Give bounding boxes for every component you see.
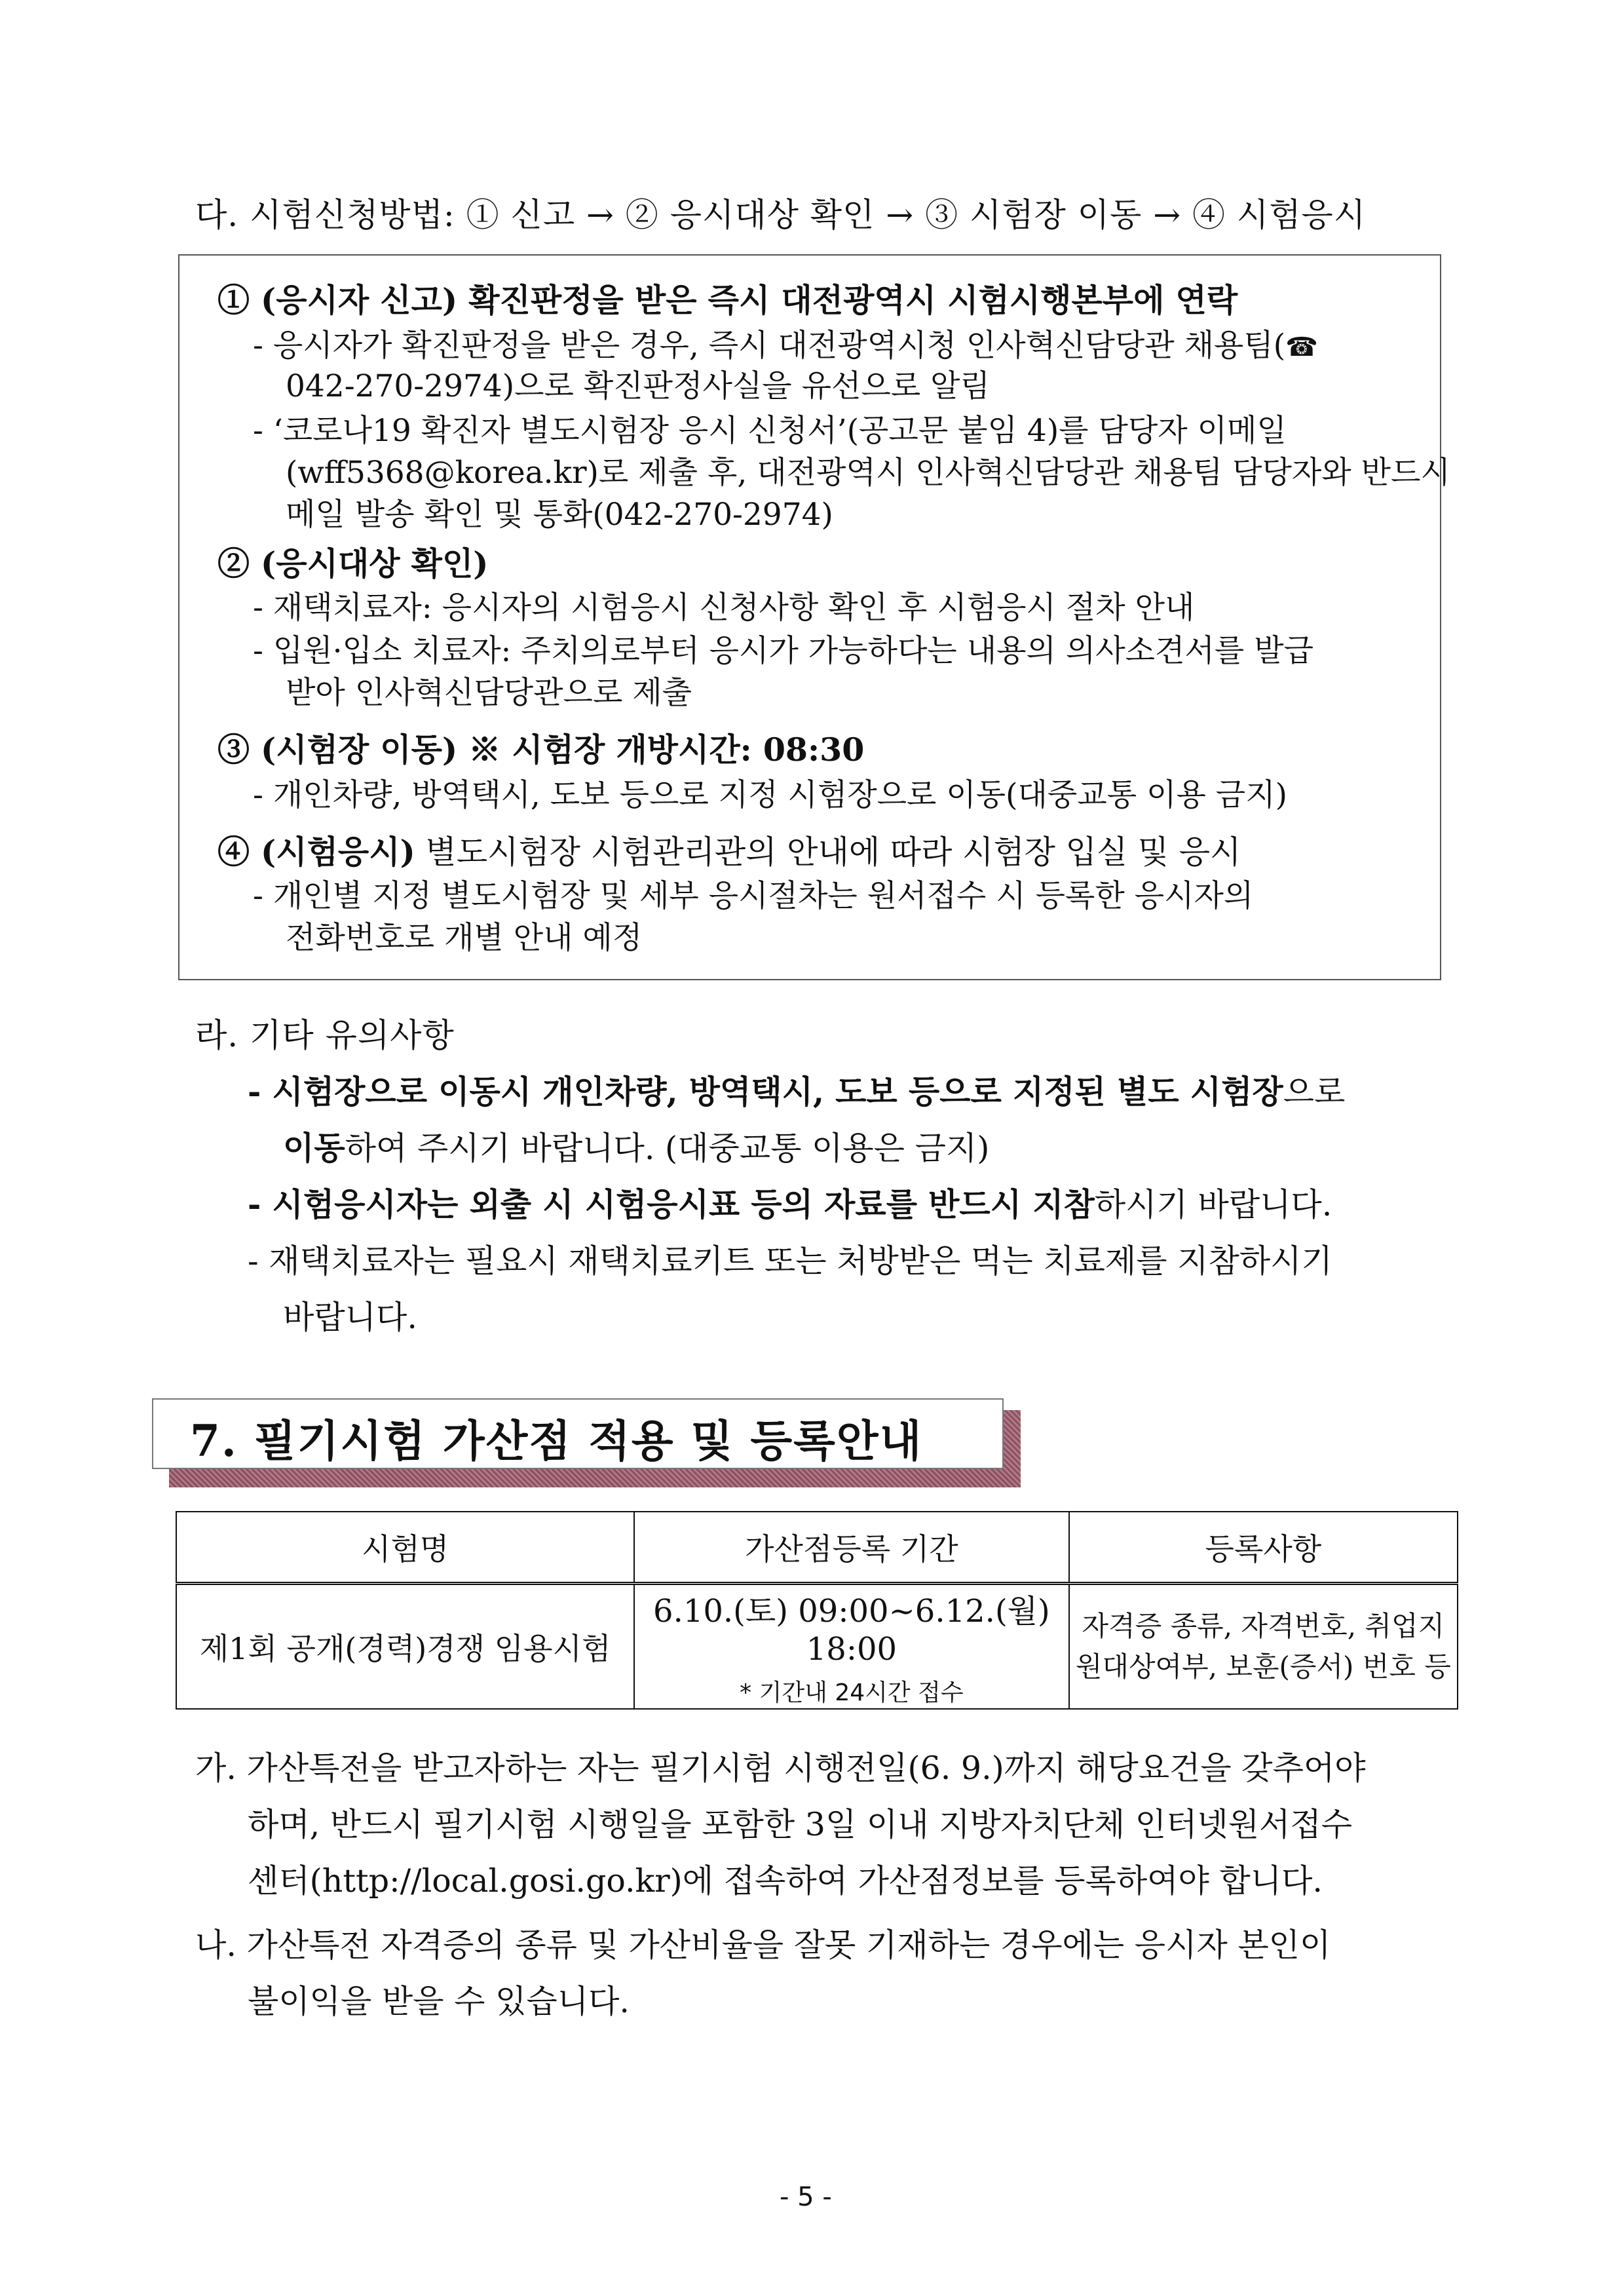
items-line2: 원대상여부, 보훈(증서) 번호 등 [1075, 1651, 1451, 1683]
step1-bullet1-line1: - 응시자가 확진판정을 받은 경우, 즉시 대전광역시청 인사혁신담당관 채용팀(☎ [253, 328, 1318, 364]
note3-line1: - 재택치료자는 필요시 재택치료키트 또는 처방받은 먹는 치료제를 지참하시기 [248, 1242, 1332, 1280]
cell-exam-name: 제1회 공개(경력)경쟁 임용시험 [176, 1584, 634, 1710]
note-ga-line3: 센터(http://local.gosi.go.kr)에 접속하여 가산점정보를 등록하여야 합니다. [248, 1862, 1323, 1900]
table-row [176, 1584, 1458, 1710]
step1-bullet2-line3: 메일 발송 확인 및 통화(042-270-2974) [286, 497, 833, 533]
page-number: - 5 - [780, 2182, 832, 2212]
table-header-row [176, 1512, 1458, 1584]
section7-title: 7. 필기시험 가산점 적용 및 등록안내 [190, 1415, 923, 1466]
step3-title: ③ (시험장 이동) ※ 시험장 개방시간: 08:30 [217, 731, 865, 769]
step4-bullet1-line2: 전화번호로 개별 안내 예정 [286, 920, 643, 956]
note-ga-line1: 가. 가산특전을 받고자하는 자는 필기시험 시행전일(6. 9.)까지 해당요건을 갖추어야 [195, 1750, 1366, 1787]
note1-line1: - 시험장으로 이동시 개인차량, 방역택시, 도보 등으로 지정된 별도 시험장으로 [248, 1073, 1346, 1111]
step4-title: ④ (시험응시) 별도시험장 시험관리관의 안내에 따라 시험장 입실 및 응시 [217, 833, 1241, 871]
step4-bullet1-line1: - 개인별 지정 별도시험장 및 세부 응시절차는 원서접수 시 등록한 응시자의 [253, 878, 1254, 914]
note-na-line1: 나. 가산특전 자격증의 종류 및 가산비율을 잘못 기재하는 경우에는 응시자 본인이 [195, 1926, 1331, 1964]
step1-title: ① (응시자 신고) 확진판정을 받은 즉시 대전광역시 시험시행본부에 연락 [217, 281, 1238, 319]
note-na-line2: 불이익을 받을 수 있습니다. [248, 1983, 630, 2020]
period-note: * 기간내 24시간 접수 [740, 1679, 964, 1706]
step1-bullet2-line1: - ‘코로나19 확진자 별도시험장 응시 신청서’(공고문 붙임 4)를 담당자 이메일 [253, 413, 1287, 449]
note2-line1: - 시험응시자는 외출 시 시험응시표 등의 자료를 반드시 지참하시기 바랍니다. [248, 1185, 1332, 1223]
header-exam-name: 시험명 [176, 1512, 634, 1584]
section-da-heading: 다. 시험신청방법: ① 신고 → ② 응시대상 확인 → ③ 시험장 이동 → ④ 시험응시 [195, 196, 1367, 234]
note3-line2: 바랍니다. [283, 1299, 417, 1336]
period-main: 6.10.(토) 09:00~6.12.(월) 18:00 [653, 1593, 1050, 1668]
step1-bullet2-line2: (wff5368@korea.kr)로 제출 후, 대전광역시 인사혁신담당관 채용팀 담당자와 반드시 [286, 455, 1450, 491]
step2-bullet2-line2: 받아 인사혁신담당관으로 제출 [286, 675, 692, 711]
step2-bullet1-line1: - 재택치료자: 응시자의 시험응시 신청사항 확인 후 시험응시 절차 안내 [253, 590, 1195, 626]
header-items: 등록사항 [1069, 1512, 1458, 1584]
cell-items [1069, 1584, 1458, 1710]
section-ra-heading: 라. 기타 유의사항 [195, 1016, 455, 1054]
step3-bullet1-line1: - 개인차량, 방역택시, 도보 등으로 지정 시험장으로 이동(대중교통 이용 금지) [253, 777, 1287, 813]
step2-title: ② (응시대상 확인) [217, 545, 489, 583]
header-period: 가산점등록 기간 [634, 1512, 1069, 1584]
note-ga-line2: 하며, 반드시 필기시험 시행일을 포함한 3일 이내 지방자치단체 인터넷원서접수 [248, 1806, 1353, 1843]
cell-period [634, 1584, 1069, 1710]
phone-icon: ☎ [1285, 332, 1318, 362]
note1-line2: 이동하여 주시기 바랍니다. (대중교통 이용은 금지) [283, 1129, 990, 1167]
registration-table [176, 1511, 1458, 1710]
items-line1: 자격증 종류, 자격번호, 취업지 [1082, 1610, 1445, 1642]
step2-bullet2-line1: - 입원·입소 치료자: 주치의로부터 응시가 가능하다는 내용의 의사소견서를 발급 [253, 633, 1314, 669]
step1-bullet1-line2: 042-270-2974)으로 확진판정사실을 유선으로 알림 [286, 368, 990, 404]
procedure-box [178, 254, 1450, 980]
